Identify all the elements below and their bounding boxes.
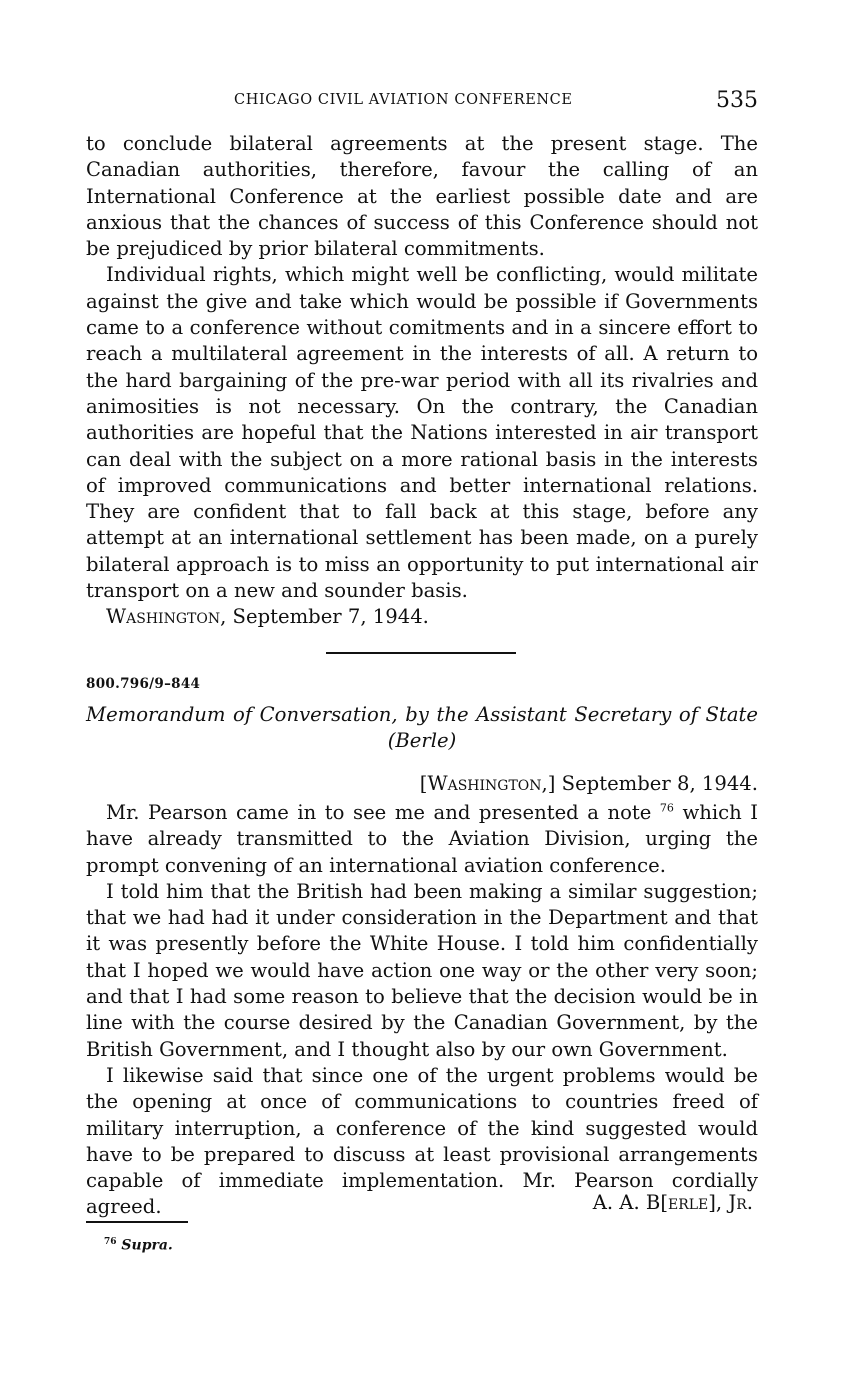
running-head: CHICAGO CIVIL AVIATION CONFERENCE bbox=[234, 92, 573, 108]
paragraph: I told him that the British had been making a similar suggestion; that we had had it under consideration in the Department and that it was presently before the White House. I told him confidentially that I hoped we would have action one way or the other very soon; and that I had some reason to believe that the decision would be in line with the course desired by the Canadian Government, by the British Government, and I thought also by our own Government. bbox=[86, 879, 758, 1061]
footnote-number: 76 bbox=[104, 1237, 117, 1247]
signoff-line bbox=[86, 604, 758, 630]
page-number: 535 bbox=[716, 88, 758, 113]
footnote-text: Supra. bbox=[121, 1237, 173, 1254]
document-id: 800.796/9–844 bbox=[86, 676, 201, 692]
paragraph: Mr. Pearson came in to see me and presented a note $^{76}$ which I have already transmitted to the Aviation Division, urging the prompt convening of an international aviation conference. bbox=[86, 801, 758, 877]
dateline-place: [Washington,] bbox=[419, 772, 556, 795]
footnote-reference: 76 bbox=[659, 801, 674, 815]
paragraph: to conclude bilateral agreements at the present stage. The Canadian authorities, therefore, favour the calling of an International Conference at the earliest possible date and are anxious that the chances of success of this Conference should not be prejudiced by prior bilateral commitments. bbox=[86, 132, 758, 261]
memo-title bbox=[86, 702, 758, 755]
section-divider bbox=[326, 652, 516, 654]
footnote bbox=[104, 1237, 173, 1254]
page-header bbox=[86, 88, 758, 114]
dateline-date: September 8, 1944. bbox=[561, 772, 758, 795]
memo-title-line: Memorandum of Conversation, by the Assistant Secretary of State bbox=[86, 703, 758, 726]
memo-body bbox=[86, 800, 758, 1221]
footnote-rule bbox=[86, 1221, 188, 1223]
memo-title-author: (Berle) bbox=[387, 729, 457, 753]
signature: A. A. B[erle], Jr. bbox=[592, 1191, 753, 1214]
memo-dateline bbox=[420, 772, 758, 795]
paragraph: Individual rights, which might well be conflicting, would militate against the give and take which would be possible if Governments came to a conference without comitments and in a sincere effort to reach a multilateral agreement in the interests of all. A return to the hard bargaining of the pre-war period with all its rivalries and animosities is not necessary. On the contrary, the Canadian authorities are hopeful that the Nations interested in air transport can deal with the subject on a more rational basis in the interests of improved communications and better international relations. They are confident that to fall back at this stage, before any attempt at an international settlement has been made, on a purely bilateral approach is to miss an opportunity to put international air transport on a new and sounder basis. bbox=[86, 263, 758, 603]
signoff-date: September 7, 1944. bbox=[232, 605, 429, 629]
canadian-statement bbox=[86, 131, 758, 631]
signoff-place: Washington, bbox=[106, 605, 227, 629]
paragraph: I likewise said that since one of the urgent problems would be the opening at once of communications to countries freed of military interruption, a conference of the kind suggested would have to be prepared to discuss at least provisional arrangements capable of immediate implementation. Mr. Pearson cordially agreed. bbox=[86, 1063, 758, 1219]
